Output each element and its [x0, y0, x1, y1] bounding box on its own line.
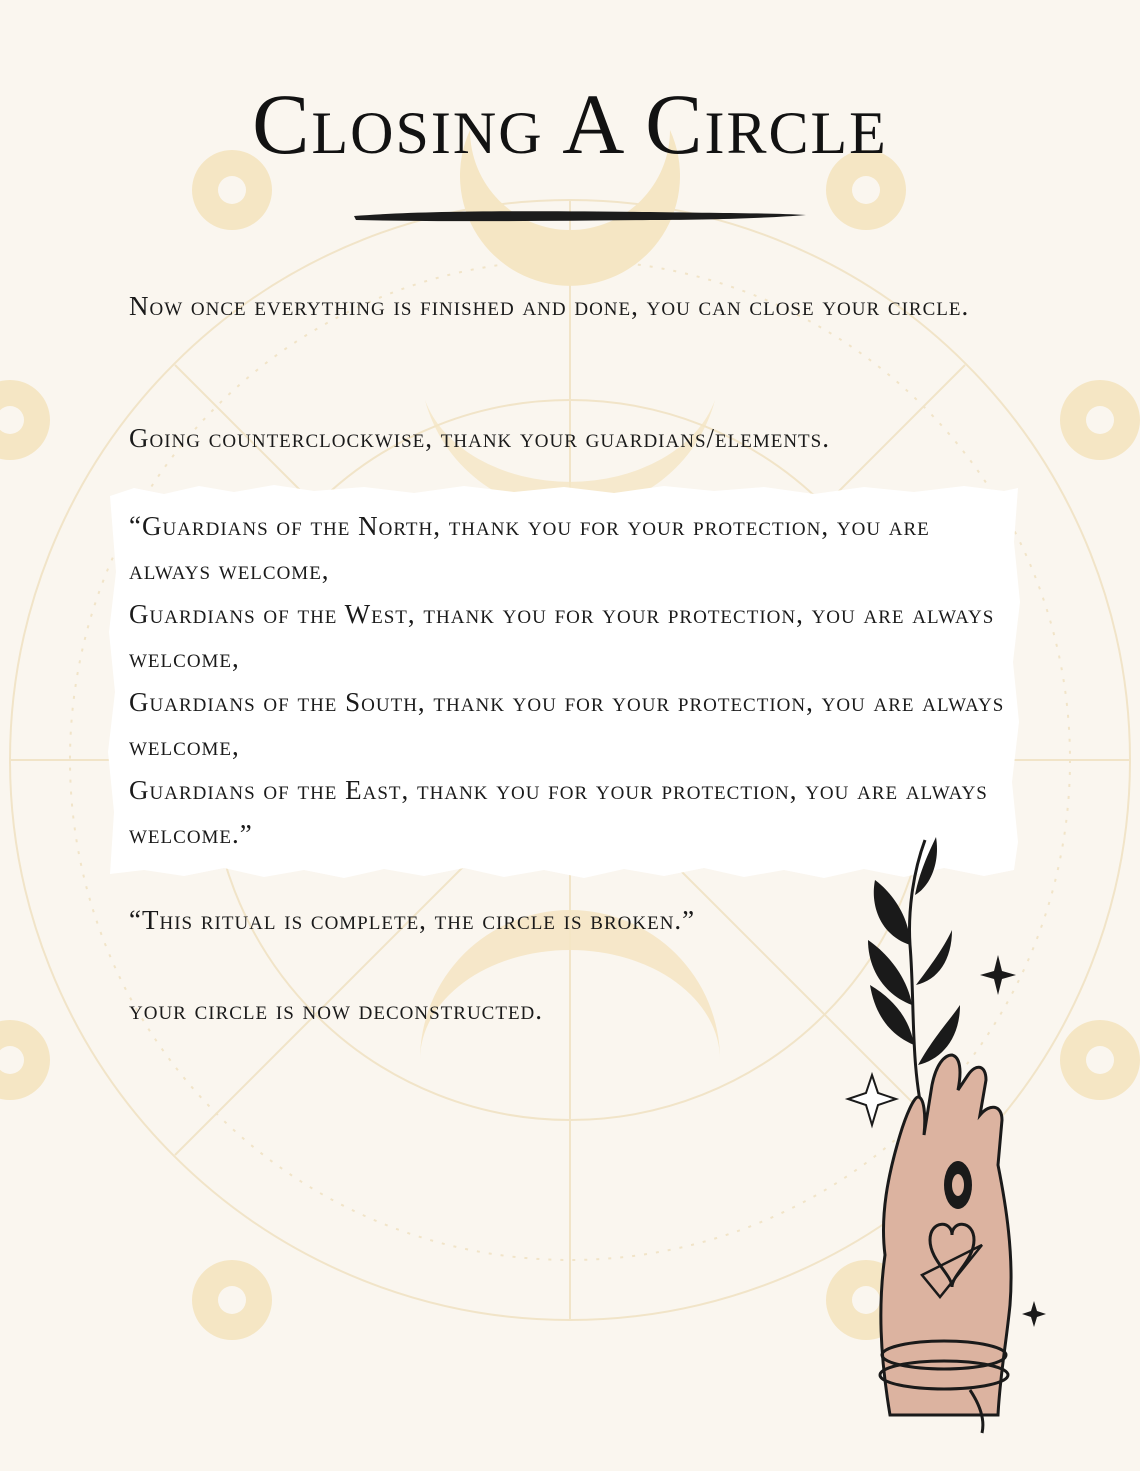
sparkle-icon	[1022, 1301, 1046, 1327]
hand-illustration	[840, 835, 1060, 1435]
final-note: your circle is now deconstructed.	[129, 995, 544, 1025]
page-title: Closing A Circle	[252, 76, 888, 172]
invocation-line-north: “Guardians of the North, thank you for your protection, you are always welcome,	[129, 511, 930, 585]
invocation-block	[129, 504, 1019, 856]
sparkle-icon	[980, 955, 1016, 995]
invocation-line-east: Guardians of the East, thank you for your protection, you are always welcome.”	[129, 775, 988, 849]
invocation-line-west: Guardians of the West, thank you for your protection, you are always welcome,	[129, 599, 995, 673]
invocation-line-south: Guardians of the South, thank you for your protection, you are always welcome,	[129, 687, 1005, 761]
sparkle-icon	[848, 1075, 896, 1125]
closing-quote: “This ritual is complete, the circle is broken.”	[129, 905, 696, 935]
brush-stroke-divider	[350, 207, 810, 225]
direction-paragraph: Going counterclockwise, thank your guardians/elements.	[129, 423, 830, 453]
intro-paragraph: Now once everything is finished and done, you can close your circle.	[129, 291, 970, 321]
